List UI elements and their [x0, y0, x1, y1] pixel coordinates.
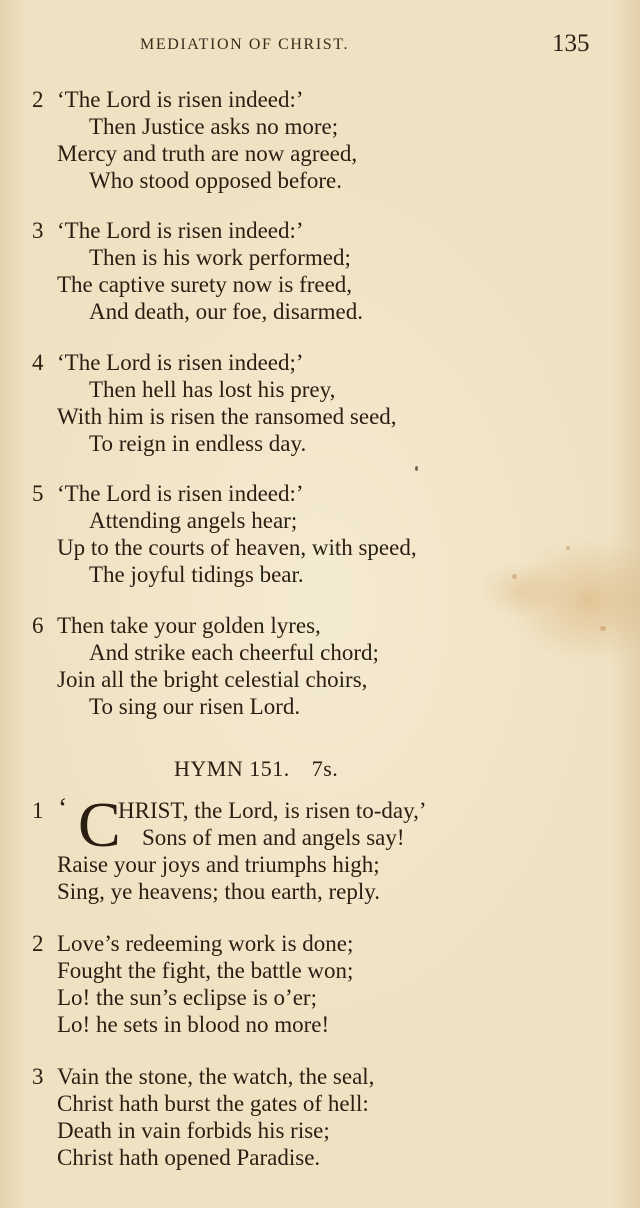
stanza-line: 2 ‘The Lord is risen indeed:’ [32, 87, 304, 112]
stanza-number: 3 [32, 1064, 44, 1089]
stanza-line: Lo! he sets in blood no more! [57, 1012, 330, 1037]
stanza-line: To sing our risen Lord. [89, 694, 301, 719]
stanza-line: Attending angels hear; [89, 508, 298, 533]
stanza-line: 3 ‘The Lord is risen indeed:’ [32, 218, 304, 243]
stanza-number: 3 [32, 218, 44, 243]
stanza-line: Sons of men and angels say! [142, 825, 405, 850]
stanza-line: Raise your joys and triumphs high; [57, 852, 380, 877]
stanza-line: Christ hath burst the gates of hell: [57, 1091, 369, 1116]
stanza-number: 1 [32, 798, 44, 823]
drop-cap: C [78, 789, 121, 860]
stanza-line: Sing, ye heavens; thou earth, reply. [57, 879, 380, 904]
paper-stain [600, 626, 606, 631]
hymn-meter: 7s. [311, 756, 339, 781]
stanza-line: With him is risen the ransomed seed, [57, 404, 397, 429]
stanza-2 [32, 86, 622, 194]
stanza-number: 2 [32, 931, 44, 956]
hymn-stanza-3 [32, 1063, 622, 1171]
stanza-line: Fought the fight, the battle won; [57, 958, 354, 983]
hymn-stanza-1 [32, 789, 622, 905]
stanza-line: The joyful tidings bear. [89, 562, 304, 587]
paper-stain [566, 546, 570, 550]
stanza-line: And strike each cheerful chord; [89, 640, 379, 665]
stanza-line: Christ hath opened Paradise. [57, 1145, 321, 1170]
stanza-6 [32, 612, 622, 720]
stanza-4 [32, 349, 622, 457]
page-number: 135 [552, 30, 590, 57]
stanza-number: 2 [32, 87, 44, 112]
stanza-line: 2 Love’s redeeming work is done; [32, 931, 354, 956]
stanza-number: 6 [32, 613, 44, 638]
paper-stain [512, 574, 517, 579]
hymn-title: HYMN 151. [174, 756, 290, 781]
opening-quote: ‘ [58, 793, 68, 824]
hymn-stanza-2 [32, 930, 622, 1038]
stanza-line: To reign in endless day. [89, 431, 307, 456]
stanza-line: Death in vain forbids his rise; [57, 1118, 330, 1143]
stanza-line: 4 ‘The Lord is risen indeed;’ [32, 350, 304, 375]
stanza-line: And death, our foe, disarmed. [89, 299, 364, 324]
stanza-line: Join all the bright celestial choirs, [57, 667, 368, 692]
stanza-line: Mercy and truth are now agreed, [57, 141, 358, 166]
stanza-line: Lo! the sun’s eclipse is o’er; [57, 985, 317, 1010]
stanza-line: 1 ‘ C HRIST, the Lord, is risen to-day,’ [32, 789, 427, 860]
stanza-5 [32, 480, 622, 588]
stanza-line: 5 ‘The Lord is risen indeed:’ [32, 481, 304, 506]
hymn-heading [174, 756, 360, 782]
running-head: MEDIATION OF CHRIST. [140, 36, 350, 53]
stanza-line: The captive surety now is freed, [57, 272, 353, 297]
stanza-number: 4 [32, 350, 44, 375]
ink-speck [415, 466, 418, 471]
stanza-line: Who stood opposed before. [89, 168, 342, 193]
stanza-number: 5 [32, 481, 44, 506]
stanza-line: Then Justice asks no more; [89, 114, 339, 139]
stanza-line: Up to the courts of heaven, with speed, [57, 535, 417, 560]
stanza-line: Then hell has lost his prey, [89, 377, 336, 402]
stanza-3 [32, 217, 622, 325]
stanza-line: Then is his work performed; [89, 245, 351, 270]
stanza-line: 6 Then take your golden lyres, [32, 613, 321, 638]
stanza-line: 3 Vain the stone, the watch, the seal, [32, 1064, 375, 1089]
